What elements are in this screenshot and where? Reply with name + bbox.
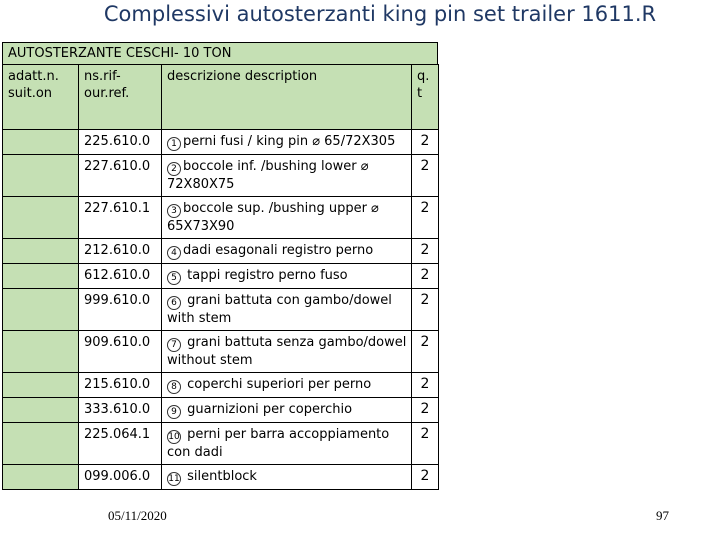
- cell-description: [162, 289, 412, 331]
- cell-adatt: [3, 373, 79, 398]
- page-title: Complessivi autosterzanti king pin set trailer 1611.R: [103, 2, 657, 26]
- cell-qty: 2: [412, 331, 439, 373]
- cell-ref-code: 225.610.0: [79, 130, 162, 155]
- column-header-qty: q. t: [412, 65, 439, 130]
- cell-ref-code: 612.610.0: [79, 264, 162, 289]
- cell-qty: 2: [412, 130, 439, 155]
- cell-qty: 2: [412, 155, 439, 197]
- cell-description: [162, 398, 412, 423]
- column-header-description: descrizione description: [162, 65, 412, 130]
- cell-ref-code: 212.610.0: [79, 239, 162, 264]
- description-text: grani battuta con gambo/dowel with stem: [167, 293, 392, 326]
- table-row: [3, 398, 439, 423]
- cell-description: [162, 465, 412, 490]
- cell-qty: 2: [412, 239, 439, 264]
- table-header-row: [3, 65, 439, 130]
- cell-adatt: [3, 155, 79, 197]
- cell-qty: 2: [412, 197, 439, 239]
- cell-description: [162, 197, 412, 239]
- parts-table-container: [2, 42, 438, 490]
- table-row: [3, 130, 439, 155]
- description-text: grani battuta senza gambo/dowel without stem: [167, 335, 407, 368]
- cell-description: [162, 239, 412, 264]
- cell-adatt: [3, 423, 79, 465]
- cell-description: [162, 130, 412, 155]
- item-number-badge: 5: [167, 271, 181, 285]
- page-number: 97: [656, 508, 669, 523]
- item-number-badge: 1: [167, 137, 181, 151]
- cell-adatt: [3, 264, 79, 289]
- cell-qty: 2: [412, 398, 439, 423]
- table-row: [3, 239, 439, 264]
- table-row: [3, 465, 439, 490]
- cell-adatt: [3, 130, 79, 155]
- cell-adatt: [3, 398, 79, 423]
- description-text: silentblock: [183, 469, 257, 484]
- description-text: dadi esagonali registro perno: [183, 243, 374, 258]
- column-header-adatt: adatt.n. suit.on: [3, 65, 79, 130]
- cell-description: [162, 331, 412, 373]
- description-text: boccole sup. /bushing upper ⌀ 65X73X90: [167, 201, 379, 234]
- cell-adatt: [3, 331, 79, 373]
- cell-adatt: [3, 289, 79, 331]
- cell-adatt: [3, 239, 79, 264]
- table-row: [3, 289, 439, 331]
- description-text: boccole inf. /bushing lower ⌀ 72X80X75: [167, 159, 369, 192]
- cell-ref-code: 333.610.0: [79, 398, 162, 423]
- item-number-badge: 11: [168, 474, 180, 484]
- cell-adatt: [3, 197, 79, 239]
- cell-description: [162, 155, 412, 197]
- description-text: perni fusi / king pin ⌀ 65/72X305: [183, 134, 396, 149]
- table-row: [3, 373, 439, 398]
- item-number-badge: 3: [167, 204, 181, 218]
- cell-qty: 2: [412, 264, 439, 289]
- cell-ref-code: 227.610.1: [79, 197, 162, 239]
- description-text: tappi registro perno fuso: [183, 268, 348, 283]
- cell-qty: 2: [412, 465, 439, 490]
- description-text: coperchi superiori per perno: [183, 377, 372, 392]
- table-row: [3, 197, 439, 239]
- cell-ref-code: 227.610.0: [79, 155, 162, 197]
- table-row: [3, 423, 439, 465]
- item-number-badge: 9: [167, 405, 181, 419]
- parts-table: [2, 64, 439, 490]
- item-number-badge: 8: [167, 380, 181, 394]
- cell-adatt: [3, 465, 79, 490]
- item-number-badge: 10: [168, 432, 180, 442]
- description-text: perni per barra accoppiamento con dadi: [167, 427, 390, 460]
- footer-date: 05/11/2020: [108, 508, 167, 523]
- table-row: [3, 155, 439, 197]
- cell-ref-code: 909.610.0: [79, 331, 162, 373]
- cell-description: [162, 373, 412, 398]
- item-number-badge: 7: [167, 338, 181, 352]
- cell-description: [162, 264, 412, 289]
- cell-ref-code: 225.064.1: [79, 423, 162, 465]
- cell-qty: 2: [412, 373, 439, 398]
- cell-qty: 2: [412, 289, 439, 331]
- cell-qty: 2: [412, 423, 439, 465]
- cell-ref-code: 215.610.0: [79, 373, 162, 398]
- description-text: guarnizioni per coperchio: [183, 402, 353, 417]
- section-title: AUTOSTERZANTE CESCHI- 10 TON: [2, 42, 438, 64]
- table-row: [3, 331, 439, 373]
- table-row: [3, 264, 439, 289]
- item-number-badge: 2: [167, 162, 181, 176]
- cell-ref-code: 999.610.0: [79, 289, 162, 331]
- item-number-badge: 6: [167, 296, 181, 310]
- cell-ref-code: 099.006.0: [79, 465, 162, 490]
- column-header-ref: ns.rif- our.ref.: [79, 65, 162, 130]
- item-number-badge: 4: [167, 246, 181, 260]
- cell-description: [162, 423, 412, 465]
